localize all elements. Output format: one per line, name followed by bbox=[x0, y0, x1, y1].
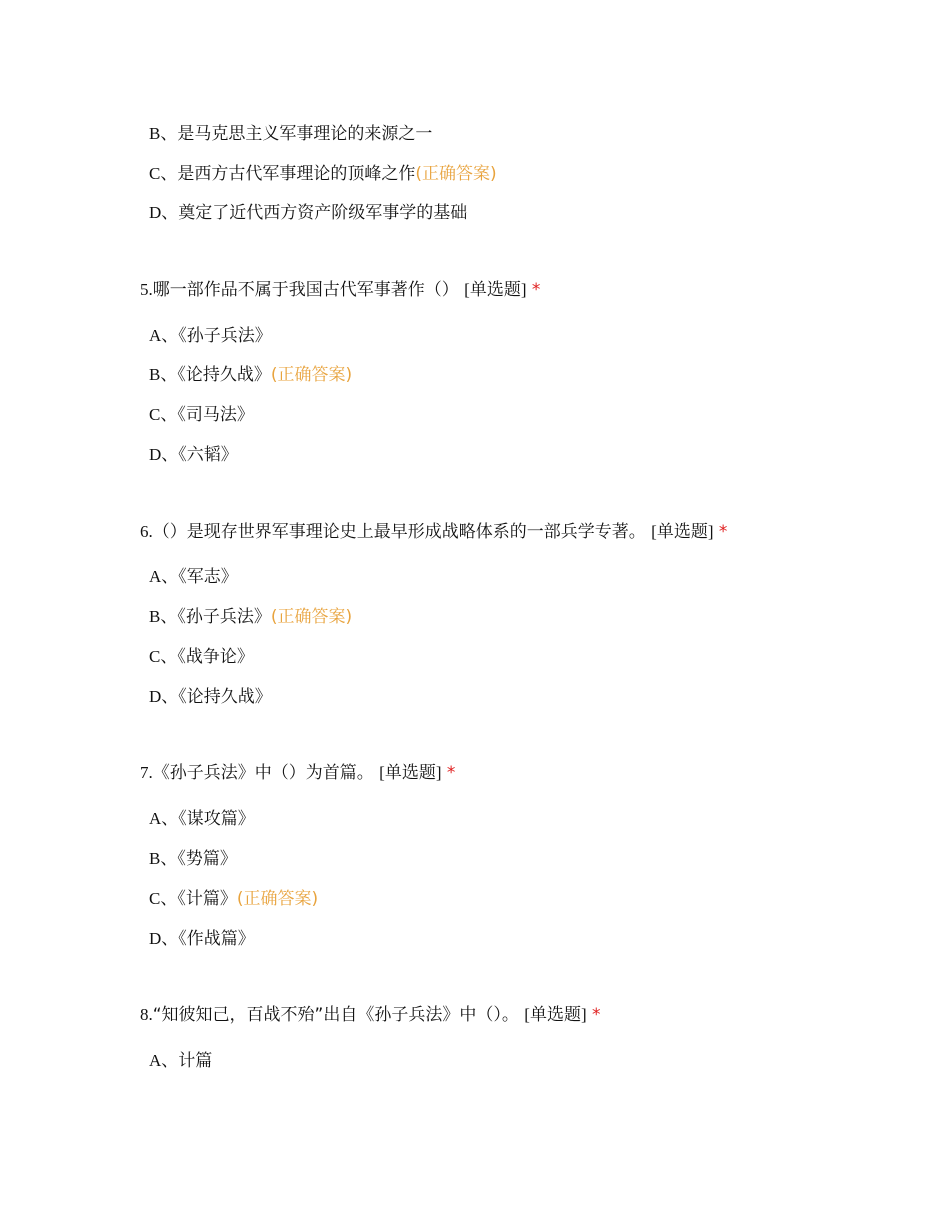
q7-option-a bbox=[149, 808, 255, 830]
question-text: 哪一部作品不属于我国古代军事著作（） bbox=[152, 280, 459, 300]
option-text: 《司马法》 bbox=[177, 405, 254, 425]
q5-option-b bbox=[149, 364, 352, 386]
option-letter: A bbox=[149, 326, 162, 345]
question-number: 6. bbox=[140, 522, 153, 541]
option-separator: 、 bbox=[160, 607, 178, 627]
q6-option-d bbox=[149, 686, 272, 708]
option-separator: 、 bbox=[160, 405, 178, 425]
option-separator: 、 bbox=[161, 445, 179, 465]
option-text: 《论持久战》 bbox=[177, 365, 271, 385]
required-mark: * bbox=[446, 763, 456, 783]
option-text: 是西方古代军事理论的顶峰之作 bbox=[177, 164, 416, 184]
option-letter: D bbox=[149, 203, 162, 222]
question-type: [单选题] bbox=[651, 522, 714, 541]
option-letter: C bbox=[149, 164, 161, 183]
question-type: [单选题] bbox=[464, 280, 527, 299]
q5-title bbox=[140, 279, 540, 301]
q7-option-c bbox=[149, 888, 318, 910]
option-letter: B bbox=[149, 365, 161, 384]
option-separator: 、 bbox=[160, 164, 178, 184]
option-letter: C bbox=[149, 405, 161, 424]
option-letter: D bbox=[149, 445, 162, 464]
option-text: 《六韬》 bbox=[178, 445, 238, 465]
option-separator: 、 bbox=[160, 647, 178, 667]
option-separator: 、 bbox=[160, 849, 178, 869]
option-letter: A bbox=[149, 1051, 162, 1070]
option-text: 奠定了近代西方资产阶级军事学的基础 bbox=[178, 203, 468, 223]
option-separator: 、 bbox=[161, 1051, 179, 1071]
option-separator: 、 bbox=[161, 203, 179, 223]
option-text: 《作战篇》 bbox=[178, 929, 255, 949]
q5-option-c bbox=[149, 404, 254, 426]
option-separator: 、 bbox=[161, 929, 179, 949]
question-type: [单选题] bbox=[524, 1005, 587, 1024]
q6-option-b bbox=[149, 606, 352, 628]
correct-answer-tag: (正确答案) bbox=[270, 607, 353, 627]
correct-answer-tag: (正确答案) bbox=[415, 164, 497, 184]
option-text: 《孙子兵法》 bbox=[178, 326, 272, 346]
option-separator: 、 bbox=[160, 889, 178, 909]
q7-option-d bbox=[149, 928, 255, 950]
q7-option-b bbox=[149, 848, 237, 870]
option-letter: B bbox=[149, 607, 161, 626]
q4-option-d bbox=[149, 202, 467, 224]
option-letter: A bbox=[149, 567, 162, 586]
q5-option-a bbox=[149, 325, 272, 347]
option-letter: D bbox=[149, 687, 162, 706]
option-text: 计篇 bbox=[178, 1051, 213, 1071]
option-text: 《谋攻篇》 bbox=[178, 809, 255, 829]
option-separator: 、 bbox=[161, 326, 179, 346]
q5-option-d bbox=[149, 444, 238, 466]
option-letter: C bbox=[149, 889, 161, 908]
correct-answer-tag: (正确答案) bbox=[270, 365, 353, 385]
question-number: 8. bbox=[140, 1005, 153, 1024]
option-letter: A bbox=[149, 809, 162, 828]
question-text: 《孙子兵法》中（）为首篇。 bbox=[152, 763, 374, 783]
q7-title bbox=[140, 762, 455, 784]
option-text: 《孙子兵法》 bbox=[177, 607, 271, 627]
q6-title bbox=[140, 521, 727, 543]
question-number: 7. bbox=[140, 763, 153, 782]
required-mark: * bbox=[531, 280, 541, 300]
option-letter: B bbox=[149, 849, 161, 868]
option-text: 《计篇》 bbox=[177, 889, 237, 909]
option-text: 是马克思主义军事理论的来源之一 bbox=[177, 124, 433, 144]
required-mark: * bbox=[718, 522, 728, 542]
option-letter: D bbox=[149, 929, 162, 948]
option-separator: 、 bbox=[160, 124, 178, 144]
option-text: 《论持久战》 bbox=[178, 687, 272, 707]
question-number: 5. bbox=[140, 280, 153, 299]
option-separator: 、 bbox=[161, 567, 179, 587]
option-letter: C bbox=[149, 647, 161, 666]
question-text: “知彼知己，百战不殆”出自《孙子兵法》中（）。 bbox=[152, 1005, 519, 1025]
q4-option-c bbox=[149, 163, 497, 185]
option-text: 《战争论》 bbox=[177, 647, 254, 667]
option-text: 《势篇》 bbox=[177, 849, 237, 869]
option-letter: B bbox=[149, 124, 161, 143]
option-separator: 、 bbox=[161, 809, 179, 829]
q6-option-a bbox=[149, 566, 238, 588]
q6-option-c bbox=[149, 646, 254, 668]
q8-title bbox=[140, 1004, 601, 1026]
question-type: [单选题] bbox=[379, 763, 442, 782]
correct-answer-tag: (正确答案) bbox=[236, 889, 319, 909]
question-text: （）是现存世界军事理论史上最早形成战略体系的一部兵学专著。 bbox=[152, 522, 646, 542]
option-separator: 、 bbox=[161, 687, 179, 707]
option-separator: 、 bbox=[160, 365, 178, 385]
q8-option-a bbox=[149, 1050, 212, 1072]
required-mark: * bbox=[592, 1005, 601, 1025]
q4-option-b bbox=[149, 123, 432, 145]
option-text: 《军志》 bbox=[178, 567, 238, 587]
